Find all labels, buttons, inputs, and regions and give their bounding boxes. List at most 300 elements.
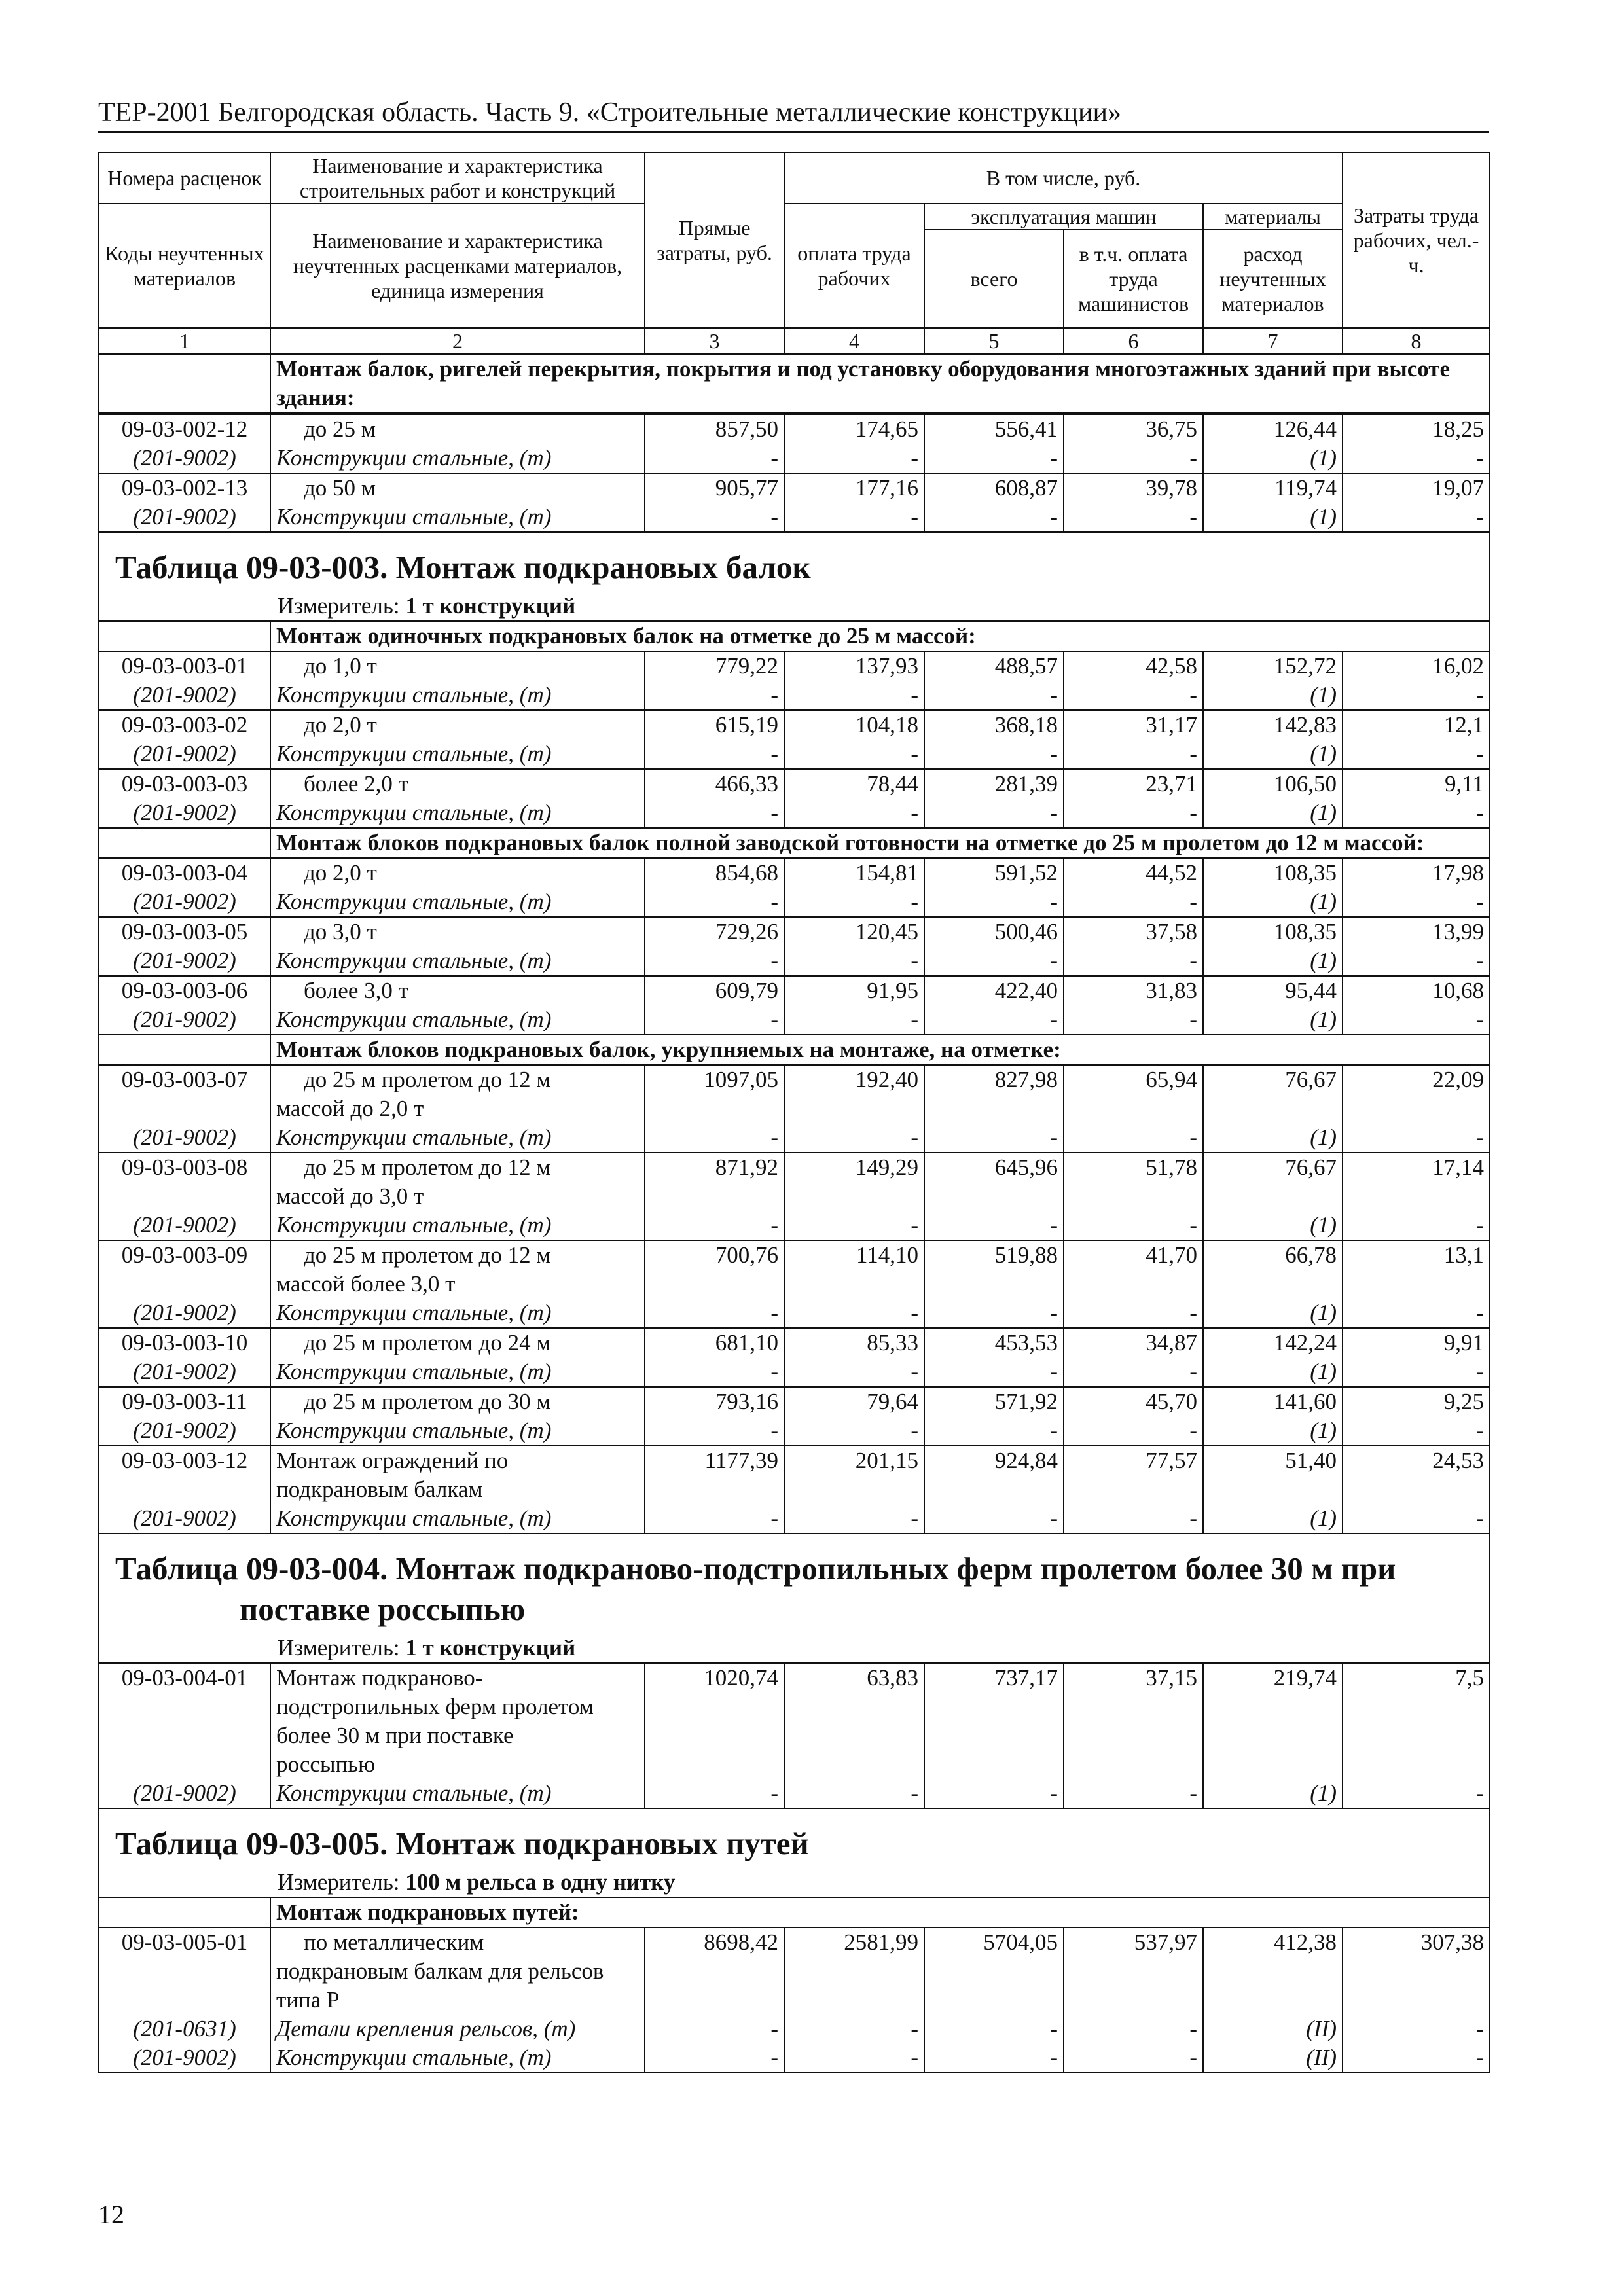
- value-cell: 42,58: [1064, 651, 1203, 681]
- value-cell: 500,46: [924, 917, 1064, 946]
- blank-cell: [99, 1270, 270, 1299]
- materials-header: материалы: [1203, 204, 1343, 230]
- table-row: [99, 473, 1490, 503]
- dash-cell: -: [1064, 1779, 1203, 1808]
- blank-cell: [784, 1986, 924, 2015]
- blank-cell: [1064, 1750, 1203, 1779]
- value-cell: 1020,74: [645, 1663, 784, 1693]
- dash-cell: -: [1064, 2015, 1203, 2043]
- material-code: (201-9002): [99, 681, 270, 710]
- value-cell: 108,35: [1203, 858, 1343, 888]
- value-cell: 7,5: [1343, 1663, 1490, 1693]
- blank-cell: [784, 1721, 924, 1750]
- dash-cell: -: [784, 1504, 924, 1534]
- material-qty: (1): [1203, 1357, 1343, 1387]
- col-num: 6: [1064, 328, 1203, 354]
- blank-cell: [924, 1750, 1064, 1779]
- value-cell: 76,67: [1203, 1153, 1343, 1182]
- material-qty: (1): [1203, 681, 1343, 710]
- blank-cell: [645, 1270, 784, 1299]
- dash-cell: -: [784, 503, 924, 532]
- blank-cell: [784, 1693, 924, 1721]
- rate-code: 09-03-003-04: [99, 858, 270, 888]
- blank-cell: [1343, 1957, 1490, 1986]
- dash-cell: -: [1343, 946, 1490, 976]
- meter-value: 100 м рельса в одну нитку: [405, 1869, 676, 1895]
- table-row: [99, 1182, 1490, 1211]
- table-title: Таблица 09-03-003. Монтаж подкрановых балок: [115, 549, 811, 585]
- value-cell: 905,77: [645, 473, 784, 503]
- table-title: Таблица 09-03-005. Монтаж подкрановых путей: [115, 1825, 809, 1861]
- table-row: [99, 888, 1490, 917]
- rate-name: более 2,0 т: [270, 769, 645, 798]
- dash-cell: -: [645, 1504, 784, 1534]
- rate-name: Монтаж подкраново-: [270, 1663, 645, 1693]
- rate-name-cont: более 30 м при поставке: [270, 1721, 645, 1750]
- dash-cell: -: [784, 2015, 924, 2043]
- dash-cell: -: [1343, 1504, 1490, 1534]
- material-name: Конструкции стальные, (т): [270, 1211, 645, 1240]
- dash-cell: -: [645, 1299, 784, 1328]
- blank-cell: [924, 1721, 1064, 1750]
- dash-cell: -: [1343, 888, 1490, 917]
- value-cell: 466,33: [645, 769, 784, 798]
- material-code: (201-9002): [99, 1211, 270, 1240]
- table-row: [99, 1357, 1490, 1387]
- dash-cell: -: [1064, 1299, 1203, 1328]
- rate-code: 09-03-005-01: [99, 1928, 270, 1957]
- blank-cell: [924, 1475, 1064, 1504]
- section-heading: Монтаж блоков подкрановых балок, укрупняемых на монтаже, на отметке:: [270, 1035, 1490, 1065]
- col2-top-header: Наименование и характеристика строительных работ и конструкций: [270, 152, 645, 204]
- blank-cell: [924, 1094, 1064, 1123]
- dash-cell: -: [924, 888, 1064, 917]
- table-row: [99, 1868, 1490, 1897]
- dash-cell: -: [784, 1123, 924, 1153]
- col8-header: Затраты труда рабочих, чел.-ч.: [1343, 152, 1490, 328]
- value-cell: 142,83: [1203, 710, 1343, 740]
- value-cell: 17,98: [1343, 858, 1490, 888]
- material-name: Конструкции стальные, (т): [270, 681, 645, 710]
- value-cell: 119,74: [1203, 473, 1343, 503]
- dash-cell: -: [924, 2015, 1064, 2043]
- dash-cell: -: [1064, 946, 1203, 976]
- dash-cell: -: [1343, 1211, 1490, 1240]
- material-code: (201-9002): [99, 1779, 270, 1808]
- dash-cell: -: [784, 740, 924, 769]
- value-cell: 857,50: [645, 414, 784, 444]
- table-row: [99, 592, 1490, 621]
- blank-cell: [99, 621, 270, 651]
- rate-name: до 25 м пролетом до 24 м: [270, 1328, 645, 1357]
- rate-name-cont: массой до 3,0 т: [270, 1182, 645, 1211]
- meter-line: [99, 1634, 1490, 1663]
- blank-cell: [784, 1957, 924, 1986]
- rate-name-cont: россыпью: [270, 1750, 645, 1779]
- blank-cell: [1203, 1475, 1343, 1504]
- meter-label: Измеритель:: [278, 1869, 400, 1895]
- table-row: [99, 1211, 1490, 1240]
- rate-name: по металлическим: [270, 1928, 645, 1957]
- col-num: 7: [1203, 328, 1343, 354]
- blank-cell: [99, 1986, 270, 2015]
- table-row: [99, 444, 1490, 473]
- rate-code: 09-03-003-05: [99, 917, 270, 946]
- col1-bottom-header: Коды неучтенных материалов: [99, 204, 270, 328]
- value-cell: 201,15: [784, 1446, 924, 1475]
- material-name: Конструкции стальные, (т): [270, 798, 645, 828]
- meter-label: Измеритель:: [278, 593, 400, 619]
- dash-cell: -: [1343, 1123, 1490, 1153]
- material-code: (201-9002): [99, 1357, 270, 1387]
- value-cell: 149,29: [784, 1153, 924, 1182]
- price-table: [98, 152, 1490, 414]
- rate-name-cont: массой до 2,0 т: [270, 1094, 645, 1123]
- blank-cell: [1343, 1475, 1490, 1504]
- dash-cell: -: [1064, 1357, 1203, 1387]
- value-cell: 281,39: [924, 769, 1064, 798]
- rate-name: до 3,0 т: [270, 917, 645, 946]
- value-cell: 63,83: [784, 1663, 924, 1693]
- running-header: ТЕР-2001 Белгородская область. Часть 9. «Строительные металлические конструкции»: [98, 98, 1122, 128]
- value-cell: 65,94: [1064, 1065, 1203, 1094]
- value-cell: 45,70: [1064, 1387, 1203, 1416]
- material-name: Детали крепления рельсов, (т): [270, 2015, 645, 2043]
- material-name: Конструкции стальные, (т): [270, 1779, 645, 1808]
- meter-line: [99, 592, 1490, 621]
- dash-cell: -: [924, 444, 1064, 473]
- rate-code: 09-03-003-02: [99, 710, 270, 740]
- dash-cell: -: [924, 1779, 1064, 1808]
- dash-cell: -: [1343, 681, 1490, 710]
- blank-cell: [1343, 1270, 1490, 1299]
- dash-cell: -: [924, 1123, 1064, 1153]
- column-numbers-row: [99, 328, 1490, 354]
- value-cell: 17,14: [1343, 1153, 1490, 1182]
- blank-cell: [784, 1270, 924, 1299]
- table-title-block: [99, 532, 1490, 592]
- dash-cell: -: [1343, 444, 1490, 473]
- material-code: (201-9002): [99, 1504, 270, 1534]
- table-row: [99, 1693, 1490, 1721]
- table-row: [99, 946, 1490, 976]
- value-cell: 608,87: [924, 473, 1064, 503]
- value-cell: 95,44: [1203, 976, 1343, 1005]
- material-code: (201-9002): [99, 1123, 270, 1153]
- blank-cell: [99, 1897, 270, 1928]
- blank-cell: [924, 1693, 1064, 1721]
- value-cell: 91,95: [784, 976, 924, 1005]
- blank-cell: [1203, 1270, 1343, 1299]
- value-cell: 79,64: [784, 1387, 924, 1416]
- material-code: (201-9002): [99, 798, 270, 828]
- value-cell: 19,07: [1343, 473, 1490, 503]
- material-name: Конструкции стальные, (т): [270, 1504, 645, 1534]
- blank-cell: [784, 1094, 924, 1123]
- value-cell: 854,68: [645, 858, 784, 888]
- blank-cell: [924, 1270, 1064, 1299]
- dash-cell: -: [924, 946, 1064, 976]
- material-code: (201-9002): [99, 503, 270, 532]
- blank-cell: [645, 1957, 784, 1986]
- table-row: [99, 976, 1490, 1005]
- material-qty: (1): [1203, 946, 1343, 976]
- table-row: [99, 1897, 1490, 1928]
- table-row: [99, 2043, 1490, 2073]
- value-cell: 66,78: [1203, 1240, 1343, 1270]
- dash-cell: -: [1343, 1005, 1490, 1035]
- value-cell: 729,26: [645, 917, 784, 946]
- table-title-block: [99, 1808, 1490, 1868]
- material-qty: (1): [1203, 740, 1343, 769]
- table-row: [99, 414, 1490, 444]
- dash-cell: -: [924, 681, 1064, 710]
- material-code: (201-9002): [99, 1299, 270, 1328]
- value-cell: 219,74: [1203, 1663, 1343, 1693]
- material-name: Конструкции стальные, (т): [270, 888, 645, 917]
- blank-cell: [1203, 1693, 1343, 1721]
- table-row: [99, 917, 1490, 946]
- value-cell: 77,57: [1064, 1446, 1203, 1475]
- value-cell: 37,15: [1064, 1663, 1203, 1693]
- material-name: Конструкции стальные, (т): [270, 1299, 645, 1328]
- dash-cell: -: [1343, 1416, 1490, 1446]
- table-row: [99, 710, 1490, 740]
- value-cell: 368,18: [924, 710, 1064, 740]
- value-cell: 23,71: [1064, 769, 1203, 798]
- blank-cell: [99, 1035, 270, 1065]
- dash-cell: -: [784, 2043, 924, 2073]
- dash-cell: -: [1343, 1357, 1490, 1387]
- value-cell: 154,81: [784, 858, 924, 888]
- material-name: Конструкции стальные, (т): [270, 1416, 645, 1446]
- blank-cell: [1064, 1270, 1203, 1299]
- value-cell: 10,68: [1343, 976, 1490, 1005]
- blank-cell: [645, 1094, 784, 1123]
- dash-cell: -: [784, 1357, 924, 1387]
- table-row: [99, 1123, 1490, 1153]
- dash-cell: -: [1343, 2043, 1490, 2073]
- value-cell: 12,1: [1343, 710, 1490, 740]
- material-qty: (1): [1203, 503, 1343, 532]
- blank-cell: [1203, 1094, 1343, 1123]
- material-name: Конструкции стальные, (т): [270, 2043, 645, 2073]
- blank-cell: [924, 1957, 1064, 1986]
- blank-cell: [99, 1182, 270, 1211]
- table-row: [99, 503, 1490, 532]
- blank-cell: [1064, 1475, 1203, 1504]
- value-cell: 5704,05: [924, 1928, 1064, 1957]
- dash-cell: -: [784, 1416, 924, 1446]
- blank-cell: [99, 1957, 270, 1986]
- dash-cell: -: [1064, 1005, 1203, 1035]
- value-cell: 192,40: [784, 1065, 924, 1094]
- value-cell: 104,18: [784, 710, 924, 740]
- blank-cell: [645, 1182, 784, 1211]
- machines-header: эксплуатация машин: [924, 204, 1203, 230]
- table-row: [99, 651, 1490, 681]
- section-heading: Монтаж одиночных подкрановых балок на отметке до 25 м массой:: [270, 621, 1490, 651]
- blank-cell: [99, 1475, 270, 1504]
- dash-cell: -: [784, 798, 924, 828]
- value-cell: 13,1: [1343, 1240, 1490, 1270]
- dash-cell: -: [645, 1005, 784, 1035]
- dash-cell: -: [1064, 2043, 1203, 2073]
- rate-name-cont: типа Р: [270, 1986, 645, 2015]
- dash-cell: -: [645, 503, 784, 532]
- dash-cell: -: [1343, 740, 1490, 769]
- value-cell: 34,87: [1064, 1328, 1203, 1357]
- table-row: [99, 1663, 1490, 1693]
- dash-cell: -: [1064, 1211, 1203, 1240]
- table-row: [99, 1721, 1490, 1750]
- price-table-frame: [98, 152, 1489, 2073]
- table-row: [99, 1957, 1490, 1986]
- blank-cell: [1343, 1182, 1490, 1211]
- blank-cell: [1203, 1182, 1343, 1211]
- table-row: [99, 1446, 1490, 1475]
- page-number: 12: [98, 2200, 124, 2229]
- material-qty: (1): [1203, 1211, 1343, 1240]
- blank-cell: [1343, 1750, 1490, 1779]
- blank-cell: [1343, 1986, 1490, 2015]
- table-row: [99, 1779, 1490, 1808]
- col-num: 1: [99, 328, 270, 354]
- dash-cell: -: [784, 444, 924, 473]
- price-table-body: [98, 414, 1490, 2073]
- dash-cell: -: [645, 888, 784, 917]
- value-cell: 126,44: [1203, 414, 1343, 444]
- material-qty: (1): [1203, 888, 1343, 917]
- meter-value: 1 т конструкций: [405, 593, 576, 619]
- col-num: 8: [1343, 328, 1490, 354]
- col7-header: расход неучтенных материалов: [1203, 230, 1343, 328]
- table-title: Таблица 09-03-004. Монтаж подкраново-подстропильных ферм пролетом более 30 м при: [115, 1551, 1396, 1587]
- rate-code: 09-03-003-11: [99, 1387, 270, 1416]
- value-cell: 9,91: [1343, 1328, 1490, 1357]
- rate-code: 09-03-003-07: [99, 1065, 270, 1094]
- dash-cell: -: [645, 444, 784, 473]
- dash-cell: -: [924, 503, 1064, 532]
- material-code: (201-9002): [99, 740, 270, 769]
- dash-cell: -: [645, 1357, 784, 1387]
- material-qty: (1): [1203, 1299, 1343, 1328]
- material-qty: (1): [1203, 798, 1343, 828]
- value-cell: 571,92: [924, 1387, 1064, 1416]
- dash-cell: -: [1064, 740, 1203, 769]
- blank-cell: [1064, 1986, 1203, 2015]
- section-heading: Монтаж балок, ригелей перекрытия, покрытия и под установку оборудования многоэтажных зданий при высоте здания:: [270, 354, 1490, 413]
- meter-line: [99, 1868, 1490, 1897]
- dash-cell: -: [1343, 2015, 1490, 2043]
- table-row: [99, 828, 1490, 858]
- material-code: (201-9002): [99, 444, 270, 473]
- blank-cell: [99, 828, 270, 858]
- blank-cell: [784, 1182, 924, 1211]
- material-qty: (II): [1203, 2043, 1343, 2073]
- blank-cell: [1343, 1693, 1490, 1721]
- table-row: [99, 1328, 1490, 1357]
- col4-header: оплата труда рабочих: [784, 204, 924, 328]
- blank-cell: [1343, 1094, 1490, 1123]
- dash-cell: -: [645, 1123, 784, 1153]
- dash-cell: -: [1064, 798, 1203, 828]
- value-cell: 51,78: [1064, 1153, 1203, 1182]
- dash-cell: -: [784, 888, 924, 917]
- table-row: [99, 1504, 1490, 1534]
- rate-code: 09-03-003-08: [99, 1153, 270, 1182]
- table-row: [99, 1005, 1490, 1035]
- value-cell: 106,50: [1203, 769, 1343, 798]
- col1-top-header: Номера расценок: [99, 152, 270, 204]
- value-cell: 51,40: [1203, 1446, 1343, 1475]
- dash-cell: -: [784, 946, 924, 976]
- value-cell: 31,83: [1064, 976, 1203, 1005]
- value-cell: 31,17: [1064, 710, 1203, 740]
- value-cell: 174,65: [784, 414, 924, 444]
- dash-cell: -: [924, 740, 1064, 769]
- value-cell: 8698,42: [645, 1928, 784, 1957]
- blank-cell: [99, 1721, 270, 1750]
- value-cell: 16,02: [1343, 651, 1490, 681]
- dash-cell: -: [1064, 681, 1203, 710]
- table-row: [99, 1534, 1490, 1634]
- value-cell: 591,52: [924, 858, 1064, 888]
- dash-cell: -: [924, 798, 1064, 828]
- value-cell: 700,76: [645, 1240, 784, 1270]
- dash-cell: -: [924, 2043, 1064, 2073]
- dash-cell: -: [1064, 444, 1203, 473]
- material-code: (201-9002): [99, 1005, 270, 1035]
- dash-cell: -: [1064, 503, 1203, 532]
- value-cell: 924,84: [924, 1446, 1064, 1475]
- value-cell: 36,75: [1064, 414, 1203, 444]
- value-cell: 78,44: [784, 769, 924, 798]
- value-cell: 645,96: [924, 1153, 1064, 1182]
- blank-cell: [1064, 1094, 1203, 1123]
- dash-cell: -: [645, 740, 784, 769]
- col6-header: в т.ч. оплата труда машинистов: [1064, 230, 1203, 328]
- value-cell: 307,38: [1343, 1928, 1490, 1957]
- value-cell: 556,41: [924, 414, 1064, 444]
- material-name: Конструкции стальные, (т): [270, 1005, 645, 1035]
- dash-cell: -: [1343, 798, 1490, 828]
- value-cell: 519,88: [924, 1240, 1064, 1270]
- material-qty: (II): [1203, 2015, 1343, 2043]
- section-heading: Монтаж подкрановых путей:: [270, 1897, 1490, 1928]
- dash-cell: -: [645, 2043, 784, 2073]
- dash-cell: -: [924, 1357, 1064, 1387]
- value-cell: 9,25: [1343, 1387, 1490, 1416]
- rate-code: 09-03-003-06: [99, 976, 270, 1005]
- value-cell: 13,99: [1343, 917, 1490, 946]
- value-cell: 609,79: [645, 976, 784, 1005]
- table-row: [99, 1035, 1490, 1065]
- blank-cell: [1203, 1721, 1343, 1750]
- dash-cell: -: [784, 681, 924, 710]
- value-cell: 737,17: [924, 1663, 1064, 1693]
- table-row: [99, 858, 1490, 888]
- rate-code: 09-03-003-03: [99, 769, 270, 798]
- rate-name-cont: подкрановым балкам для рельсов: [270, 1957, 645, 1986]
- material-name: Конструкции стальные, (т): [270, 444, 645, 473]
- material-name: Конструкции стальные, (т): [270, 946, 645, 976]
- material-name: Конструкции стальные, (т): [270, 1123, 645, 1153]
- rate-code: 09-03-003-10: [99, 1328, 270, 1357]
- dash-cell: -: [784, 1211, 924, 1240]
- blank-cell: [1203, 1986, 1343, 2015]
- material-qty: (1): [1203, 1504, 1343, 1534]
